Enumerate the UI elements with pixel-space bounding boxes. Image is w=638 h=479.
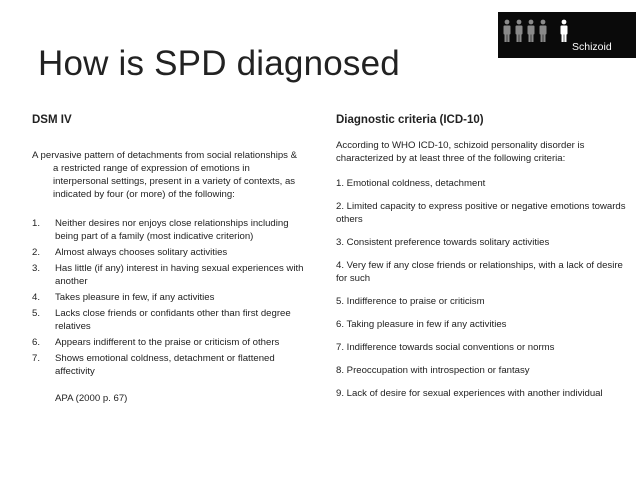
item-text: Neither desires nor enjoys close relationships including being part of a family (most indicative criterion) [55, 218, 289, 242]
item-number: 1. [32, 218, 41, 229]
icd-intro: According to WHO ICD-10, schizoid personality disorder is characterized by at least three of the following criteria: [336, 140, 585, 164]
list-item [32, 336, 304, 349]
list-item [32, 246, 304, 259]
list-item [32, 262, 304, 288]
list-item [32, 352, 304, 378]
item-text: Almost always chooses solitary activities [55, 247, 228, 258]
list-item [32, 307, 304, 333]
page-title: How is SPD diagnosed [38, 44, 400, 83]
dsm-criteria-list [32, 217, 304, 378]
list-item: 5. Indifference to praise or criticism [336, 296, 485, 307]
list-item: 2. Limited capacity to express positive or negative emotions towards others [336, 201, 626, 225]
item-text: Shows emotional coldness, detachment or flattened affectivity [55, 353, 275, 377]
people-group-icon [498, 12, 578, 58]
list-item: 3. Consistent preference towards solitary activities [336, 237, 550, 248]
item-text: Appears indifferent to the praise or criticism of others [55, 337, 280, 348]
list-item: 4. Very few if any close friends or relationships, with a lack of desire for such [336, 260, 623, 284]
dsm-intro: A pervasive pattern of detachments from social relationships & a restricted range of expression of emotions in interpersonal settings, present in a variety of contexts, as indicated by four (or more) of the following: [32, 150, 298, 200]
list-item: 6. Taking pleasure in few if any activities [336, 319, 507, 330]
schizoid-logo [498, 12, 636, 58]
item-number: 6. [32, 337, 41, 348]
item-number: 2. [32, 247, 41, 258]
list-item: 9. Lack of desire for sexual experiences with another individual [336, 388, 603, 399]
item-text: Lacks close friends or confidants other than first degree relatives [55, 308, 291, 332]
list-item: 1. Emotional coldness, detachment [336, 178, 486, 189]
logo-label: Schizoid [572, 41, 612, 53]
list-item [32, 217, 304, 243]
item-number: 5. [32, 308, 41, 319]
dsm-citation: APA (2000 p. 67) [55, 393, 128, 404]
dsm-heading: DSM IV [32, 114, 72, 126]
item-number: 7. [32, 353, 41, 364]
list-item [32, 291, 304, 304]
icd-heading: Diagnostic criteria (ICD-10) [336, 114, 484, 126]
item-text: Has little (if any) interest in having sexual experiences with another [55, 263, 304, 287]
icd-criteria-list [336, 177, 636, 400]
list-item: 8. Preoccupation with introspection or fantasy [336, 365, 530, 376]
item-number: 4. [32, 292, 41, 303]
dsm-column [32, 114, 304, 405]
item-number: 3. [32, 263, 41, 274]
icd-column [336, 114, 636, 410]
list-item: 7. Indifference towards social conventions or norms [336, 342, 555, 353]
item-text: Takes pleasure in few, if any activities [55, 292, 215, 303]
